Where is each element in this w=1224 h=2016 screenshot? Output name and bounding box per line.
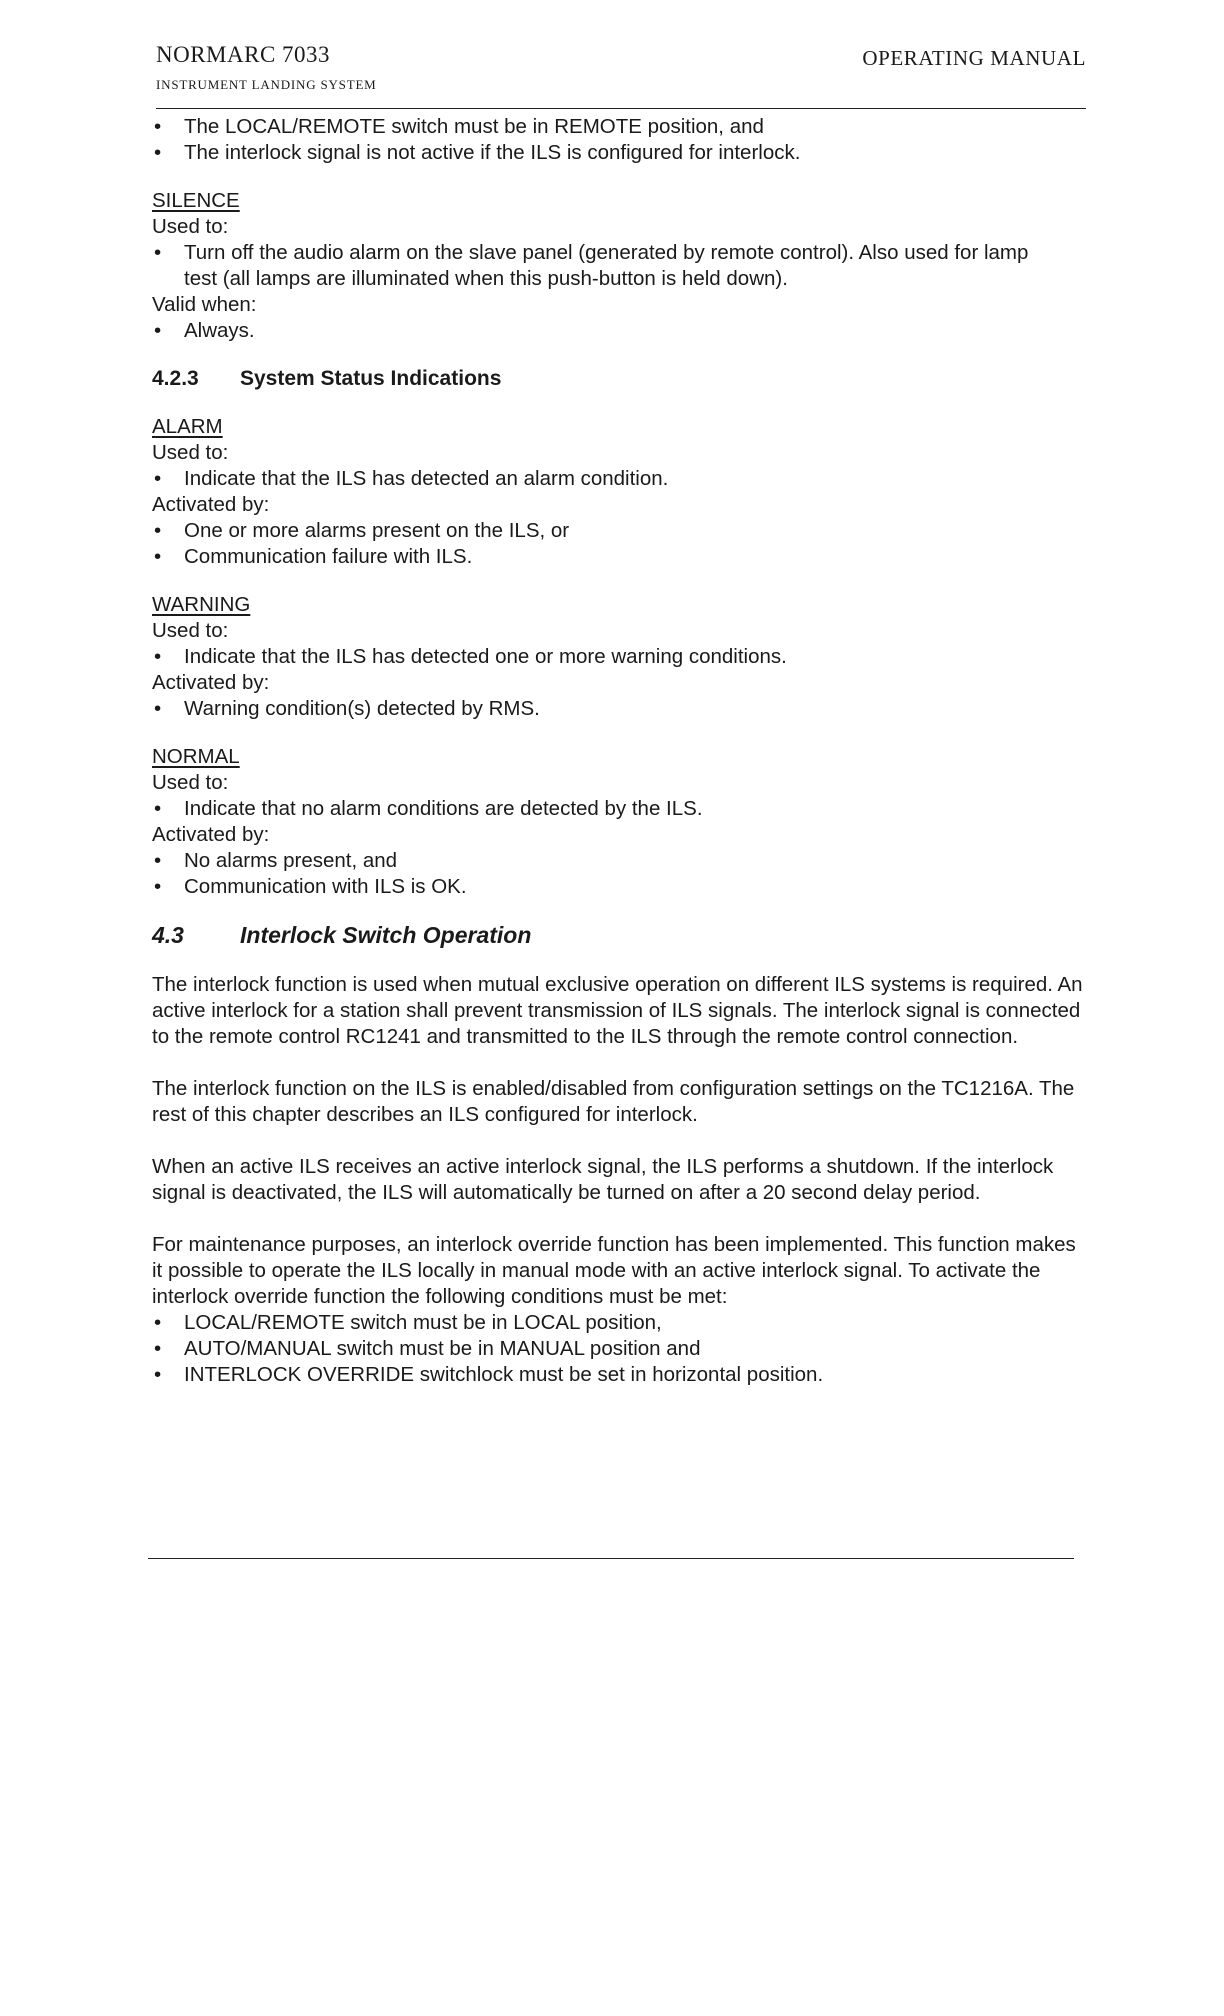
used-to-label: Used to: (152, 441, 229, 464)
term-silence: SILENCE (152, 189, 240, 212)
term-alarm: ALARM (152, 415, 223, 438)
section-number: 4.2.3 (152, 367, 199, 390)
silence-valid-list (152, 318, 1087, 344)
used-to-label: Used to: (152, 215, 229, 238)
paragraph: The interlock function on the ILS is enabled/disabled from configuration settings on the TC1216A. The rest of this chapter describes an ILS configured for interlock. (152, 1077, 1075, 1126)
list-item: • No alarms present, and (152, 848, 1087, 874)
list-item: • Communication failure with ILS. (152, 544, 1087, 570)
section-heading-4-2-3 (152, 366, 1087, 392)
warning-used-list (152, 644, 1087, 670)
section-number: 4.3 (152, 922, 184, 948)
paragraph: The interlock function is used when mutual exclusive operation on different ILS systems is required. An active interlock for a station shall prevent transmission of ILS signals. The interlock signal is connected to the remote control RC1241 and transmitted to the ILS through the remote control connection. (152, 973, 1083, 1048)
term-warning: WARNING (152, 593, 251, 616)
alarm-used-list (152, 466, 1087, 492)
product-title: NORMARC 7033 (156, 42, 331, 67)
silence-used-list (152, 240, 1087, 292)
warning-activated-list (152, 696, 1087, 722)
section-title: System Status Indications (240, 367, 502, 390)
list-item: • Turn off the audio alarm on the slave panel (generated by remote control). Also used for lamp test (all lamps are illuminated when this push-button is held down). (152, 240, 1087, 292)
term-normal: NORMAL (152, 745, 240, 768)
list-item: • The interlock signal is not active if the ILS is configured for interlock. (152, 140, 1087, 166)
activated-by-label: Activated by: (152, 493, 270, 516)
section-heading-4-3 (152, 922, 1087, 948)
valid-when-label: Valid when: (152, 293, 257, 316)
used-to-label: Used to: (152, 619, 229, 642)
alarm-activated-list (152, 518, 1087, 570)
section-title: Interlock Switch Operation (240, 922, 532, 948)
list-item: • The LOCAL/REMOTE switch must be in REMOTE position, and (152, 114, 1087, 140)
list-item: • Always. (152, 318, 1087, 344)
paragraph: When an active ILS receives an active interlock signal, the ILS performs a shutdown. If the interlock signal is deactivated, the ILS will automatically be turned on after a 20 second delay period. (152, 1155, 1054, 1204)
page-body (152, 114, 1087, 1388)
activated-by-label: Activated by: (152, 823, 270, 846)
activated-by-label: Activated by: (152, 671, 270, 694)
list-item: • LOCAL/REMOTE switch must be in LOCAL position, (152, 1310, 1087, 1336)
list-item: • Indicate that the ILS has detected an alarm condition. (152, 466, 1087, 492)
manual-title: OPERATING MANUAL (862, 46, 1086, 70)
footer-divider (148, 1558, 1074, 1559)
list-item: • Indicate that no alarm conditions are detected by the ILS. (152, 796, 1087, 822)
list-item: • Indicate that the ILS has detected one or more warning conditions. (152, 644, 1087, 670)
top-bullet-list (152, 114, 1087, 166)
normal-used-list (152, 796, 1087, 822)
list-item: • Communication with ILS is OK. (152, 874, 1087, 900)
list-item: • AUTO/MANUAL switch must be in MANUAL position and (152, 1336, 1087, 1362)
list-item: • Warning condition(s) detected by RMS. (152, 696, 1087, 722)
normal-activated-list (152, 848, 1087, 900)
list-item: • One or more alarms present on the ILS, or (152, 518, 1087, 544)
override-conditions-list (152, 1310, 1087, 1388)
page-header (156, 42, 1086, 109)
paragraph: For maintenance purposes, an interlock override function has been implemented. This function makes it possible to operate the ILS locally in manual mode with an active interlock signal. To activate the interlock override function the following conditions must be met: (152, 1233, 1076, 1308)
used-to-label: Used to: (152, 771, 229, 794)
product-subtitle: INSTRUMENT LANDING SYSTEM (156, 77, 377, 92)
list-item: • INTERLOCK OVERRIDE switchlock must be set in horizontal position. (152, 1362, 1087, 1388)
